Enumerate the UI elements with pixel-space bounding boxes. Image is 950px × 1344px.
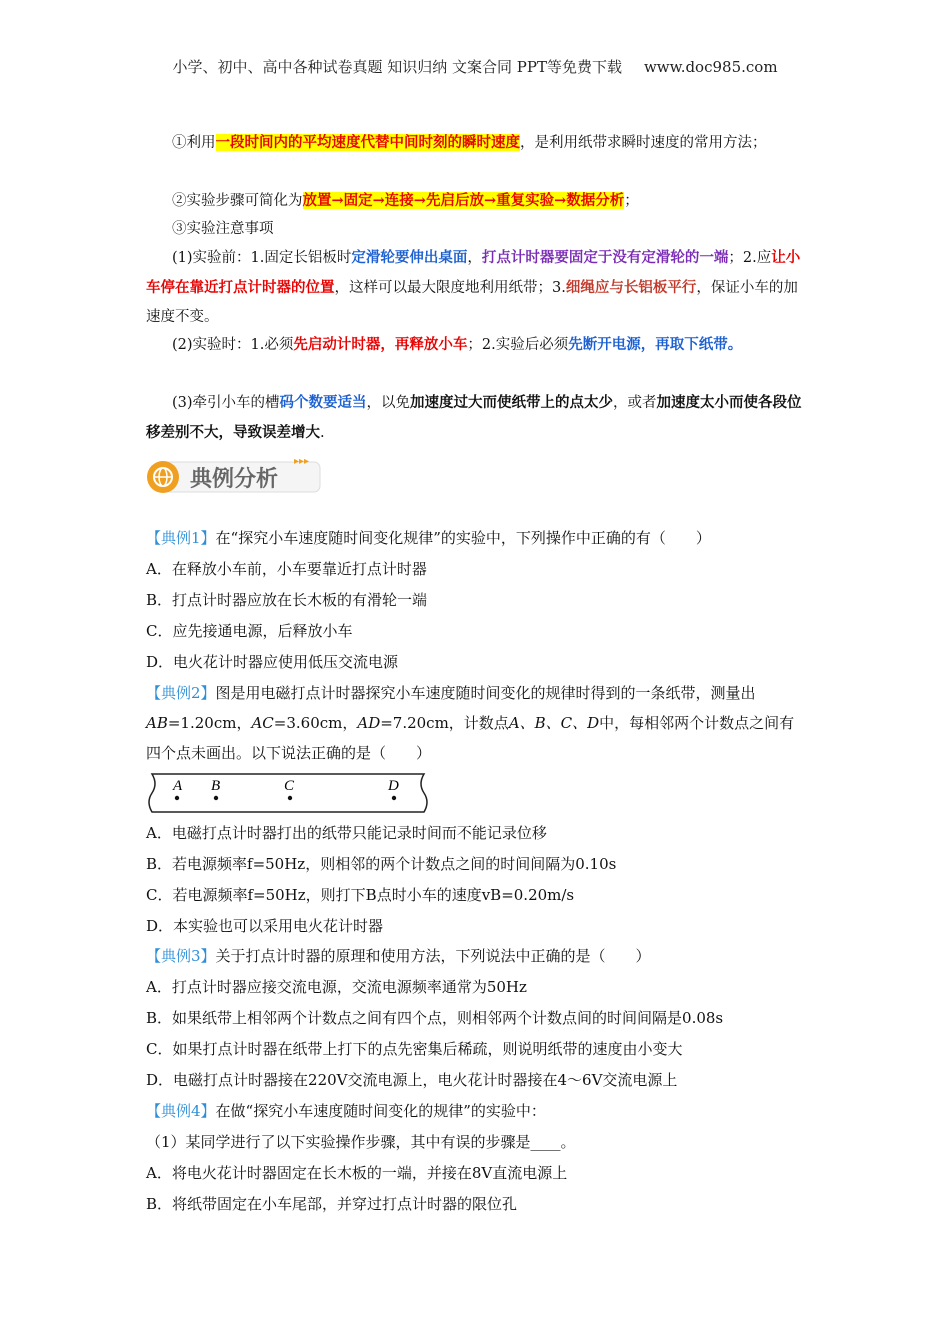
ex1-option-a: A．在释放小车前，小车要靠近打点计时器 [146, 560, 427, 578]
banner-graphic [146, 452, 326, 498]
banner-arrows: ▸▸▸ [294, 456, 310, 467]
header-url[interactable]: www.doc985.com [643, 58, 778, 76]
tape-label-d: D [388, 778, 399, 794]
note-1: ①利用一段时间内的平均速度代替中间时刻的瞬时速度，是利用纸带求瞬时速度的常用方法； [172, 134, 767, 151]
precaution-1: (1)实验前：1.固定长铝板时定滑轮要伸出桌面，打点计时器要固定于没有定滑轮的一端；2.应让小车停在靠近打点计时器的位置，这样可以最大限度地利用纸带；3.细绳应与长铝板平行，保证小车的加速度不变。 [146, 249, 801, 325]
note-3: ③实验注意事项 [172, 221, 274, 237]
tape-dot-b [214, 796, 218, 800]
precaution-3: (3)牵引小车的槽码个数要适当，以免加速度过大而使纸带上的点太少，或者加速度太小而使各段位移差别不大，导致误差增大. [146, 394, 802, 441]
ex4-option-a: A．将电火花计时器固定在长木板的一端，并接在8V直流电源上 [146, 1164, 568, 1182]
precaution-2: (2)实验时：1.必须先启动计时器，再释放小车；2.实验后必须先断开电源，再取下纸带。 [172, 336, 743, 353]
ex3-option-c: C．如果打点计时器在纸带上打下的点先密集后稀疏，则说明纸带的速度由小变大 [146, 1040, 683, 1058]
highlight-steps: 放置→固定→连接→先启后放→重复实验→数据分析 [302, 192, 625, 209]
note-2: ②实验步骤可简化为放置→固定→连接→先启后放→重复实验→数据分析； [172, 192, 639, 209]
ex4-sub1: （1）某同学进行了以下实验操作步骤，其中有误的步骤是____。 [146, 1133, 576, 1151]
ex4-stem: 【典例4】在做“探究小车速度随时间变化的规律”的实验中： [146, 1102, 546, 1120]
banner-title: 典例分析 [190, 467, 279, 492]
ex2-option-a: A．电磁打点计时器打出的纸带只能记录时间而不能记录位移 [146, 824, 547, 842]
ex2-tag: 【典例2】 [146, 684, 216, 702]
tape-label-a: A [173, 778, 183, 794]
ex2-option-c: C．若电源频率f=50Hz，则打下B点时小车的速度vB=0.20m/s [146, 886, 575, 904]
ex1-option-d: D．电火花计时器应使用低压交流电源 [146, 653, 399, 671]
ex3-option-b: B．如果纸带上相邻两个计数点之间有四个点，则相邻两个计数点间的时间间隔是0.08s [146, 1009, 724, 1027]
ex3-stem: 【典例3】关于打点计时器的原理和使用方法，下列说法中正确的是（ ） [146, 947, 651, 965]
ex3-tag: 【典例3】 [146, 947, 216, 965]
tape-label-c: C [284, 778, 295, 794]
tape-dot-c [288, 796, 292, 800]
ex1-stem: 【典例1】在“探究小车速度随时间变化规律”的实验中，下列操作中正确的有（ ） [146, 529, 711, 547]
tape-dot-a [175, 796, 179, 800]
ex1-option-c: C．应先接通电源，后释放小车 [146, 622, 353, 640]
paper-tape-figure [144, 770, 434, 816]
tape-label-b: B [211, 778, 221, 794]
header-text: 小学、初中、高中各种试卷真题 知识归纳 文案合同 PPT等免费下载 [172, 58, 622, 76]
ex4-tag: 【典例4】 [146, 1102, 216, 1120]
ex2-stem: 【典例2】图是用电磁打点计时器探究小车速度随时间变化的规律时得到的一条纸带，测量出AB=1.20cm，AC=3.60cm，AD=7.20cm，计数点A、B、C、D中，每相邻两个计数点之间有四个点未画出。以下说法正确的是（ ） [146, 684, 795, 762]
highlight-avg-velocity: 一段时间内的平均速度代替中间时刻的瞬时速度 [215, 134, 520, 151]
ex3-option-d: D．电磁打点计时器接在220V交流电源上，电火花计时器接在4～6V交流电源上 [146, 1071, 678, 1089]
ex4-option-b: B．将纸带固定在小车尾部，并穿过打点计时器的限位孔 [146, 1195, 518, 1213]
ex1-option-b: B．打点计时器应放在长木板的有滑轮一端 [146, 591, 428, 609]
tape-dot-d [392, 796, 396, 800]
ex2-option-b: B．若电源频率f=50Hz，则相邻的两个计数点之间的时间间隔为0.10s [146, 855, 617, 873]
ex2-option-d: D．本实验也可以采用电火花计时器 [146, 917, 384, 935]
page-header [0, 56, 950, 77]
section-banner [146, 452, 326, 498]
ex3-option-a: A．打点计时器应接交流电源，交流电源频率通常为50Hz [146, 978, 527, 996]
ex1-tag: 【典例1】 [146, 529, 216, 547]
